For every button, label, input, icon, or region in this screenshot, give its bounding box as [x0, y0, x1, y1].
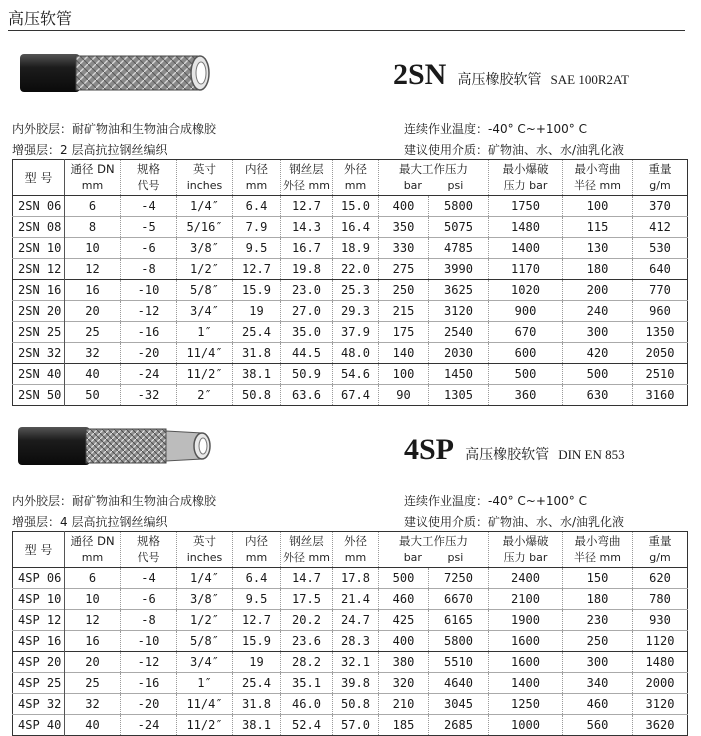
cell-inch: 1/2″	[177, 259, 233, 280]
cell-wp-psi: 7250	[429, 568, 489, 589]
cell-size-code: -4	[121, 568, 177, 589]
table-row	[13, 385, 688, 406]
hose-2sn-image	[16, 48, 212, 98]
cell-inch: 3/4″	[177, 652, 233, 673]
cell-burst: 2100	[489, 589, 563, 610]
cell-size-code: -12	[121, 652, 177, 673]
cell-dn: 16	[65, 280, 121, 301]
table-row	[13, 568, 688, 589]
cell-id: 31.8	[233, 694, 281, 715]
cell-reinf-od: 50.9	[281, 364, 333, 385]
cell-size-code: -12	[121, 301, 177, 322]
cell-reinf-od: 16.7	[281, 238, 333, 259]
cell-wp-bar: 425	[379, 610, 429, 631]
cell-weight: 370	[649, 199, 671, 213]
cell-burst: 2400	[489, 568, 563, 589]
cell-inch: 11/2″	[177, 715, 233, 736]
cell-weight: 1480	[633, 652, 688, 673]
cell-wp-psi: 6165	[429, 610, 489, 631]
cell-od: 29.3	[333, 301, 379, 322]
cell-wp-psi: 3625	[429, 280, 489, 301]
cell-id: 19	[233, 301, 281, 322]
cell-burst: 1020	[489, 280, 563, 301]
cell-wp-bar: 100	[379, 364, 429, 385]
table-row	[13, 610, 688, 631]
cell-reinf-od: 14.3	[281, 217, 333, 238]
cell-weight: 960	[633, 301, 688, 322]
cell-wp-bar: 250	[379, 280, 429, 301]
col-bend: 最小弯曲 半径 mm	[563, 532, 633, 568]
cell-dn: 32	[65, 343, 121, 364]
product-description: 高压橡胶软管	[457, 72, 542, 88]
cell-model: 4SP 32	[13, 694, 65, 715]
cell-wp-bar: 500	[379, 568, 429, 589]
cell-od: 67.4	[333, 385, 379, 406]
col-size-code: 规格 代号	[121, 532, 177, 568]
cell-wp-psi: 3120	[429, 301, 489, 322]
cell-reinf-od: 28.2	[281, 652, 333, 673]
cell-wp-bar: 215	[379, 301, 429, 322]
cell-weight: 3120	[633, 694, 688, 715]
cell-size-code: -8	[121, 259, 177, 280]
cell-inch: 1/2″	[177, 610, 233, 631]
cell-wp-psi: 5800	[429, 196, 489, 217]
col-bend: 最小弯曲 半径 mm	[563, 160, 633, 196]
product-heading-2sn	[393, 58, 629, 92]
cell-size-code: -8	[121, 610, 177, 631]
table-row	[13, 364, 688, 385]
cell-wp-bar: 330	[379, 238, 429, 259]
product-code: 2SN	[393, 58, 447, 91]
cell-model: 4SP 25	[13, 673, 65, 694]
cell-wp-bar: 210	[379, 694, 429, 715]
cell-bend: 250	[563, 631, 633, 652]
cell-bend: 500	[563, 364, 633, 385]
col-id: 内径 mm	[233, 160, 281, 196]
cell-id: 25.4	[233, 673, 281, 694]
cell-wp-bar: 175	[379, 322, 429, 343]
cell-id: 15.9	[233, 280, 281, 301]
cell-model: 2SN 20	[13, 301, 65, 322]
cell-inch: 3/8″	[177, 589, 233, 610]
cell-dn: 25	[65, 673, 121, 694]
cell-wp-psi: 2540	[429, 322, 489, 343]
cell-inch: 1″	[177, 322, 233, 343]
col-working-pressure: 最大工作压力 bar psi	[379, 160, 489, 196]
cell-reinf-od: 27.0	[281, 301, 333, 322]
reinforcement-spec: 增强层：2 层高抗拉钢丝编织	[12, 143, 168, 157]
col-dn: 通径 DN mm	[65, 160, 121, 196]
cell-reinf-od: 46.0	[281, 694, 333, 715]
cell-model: 4SP 06	[13, 568, 65, 589]
col-model: 型 号	[13, 160, 65, 196]
col-size-code: 规格 代号	[121, 160, 177, 196]
cell-burst: 1600	[489, 652, 563, 673]
cell-dn: 8	[65, 217, 121, 238]
cell-od: 18.9	[333, 238, 379, 259]
col-inch: 英寸 inches	[177, 532, 233, 568]
cell-inch: 5/8″	[177, 280, 233, 301]
cell-burst: 1000	[489, 715, 563, 736]
table-row	[13, 196, 688, 217]
cell-inch: 2″	[177, 385, 233, 406]
col-working-pressure: 最大工作压力 bar psi	[379, 532, 489, 568]
cell-dn: 10	[65, 238, 121, 259]
cell-dn: 32	[65, 694, 121, 715]
cell-burst: 900	[489, 301, 563, 322]
table-header-row	[13, 160, 688, 196]
cell-weight: 2000	[633, 673, 688, 694]
cell-wp-psi: 2685	[429, 715, 489, 736]
cell-model: 4SP 16	[13, 631, 65, 652]
cell-dn: 25	[65, 322, 121, 343]
cell-size-code: -24	[121, 715, 177, 736]
cell-wp-bar: 400	[379, 631, 429, 652]
product-description: 高压橡胶软管	[465, 447, 550, 463]
cell-burst: 1250	[489, 694, 563, 715]
media-spec: 建议使用介质：矿物油、水、水/油乳化液	[404, 143, 625, 157]
cell-od: 28.3	[333, 631, 379, 652]
table-row	[13, 652, 688, 673]
cell-model: 2SN 40	[13, 364, 65, 385]
table-row	[13, 673, 688, 694]
cell-model: 2SN 50	[13, 385, 65, 406]
cell-burst: 1400	[489, 238, 563, 259]
cell-id: 12.7	[233, 610, 281, 631]
cell-wp-bar: 350	[379, 217, 429, 238]
cell-reinf-od: 19.8	[281, 259, 333, 280]
cell-size-code: -16	[121, 673, 177, 694]
cell-weight: 2050	[633, 343, 688, 364]
cell-id: 31.8	[233, 343, 281, 364]
temperature-spec: 连续作业温度：-40° C~+100° C	[404, 494, 588, 508]
table-row	[13, 259, 688, 280]
cell-wp-psi: 4785	[429, 238, 489, 259]
cell-reinf-od: 44.5	[281, 343, 333, 364]
cell-model: 2SN 12	[13, 259, 65, 280]
product-standard: SAE 100R2AT	[550, 72, 629, 87]
product-standard: DIN EN 853	[558, 447, 625, 462]
cell-id: 6.4	[233, 568, 281, 589]
cell-od: 17.8	[333, 568, 379, 589]
cell-inch: 1/4″	[177, 568, 233, 589]
temperature-spec: 连续作业温度：-40° C~+100° C	[404, 122, 588, 136]
table-row	[13, 715, 688, 736]
cell-inch: 3/8″	[177, 238, 233, 259]
cell-size-code: -16	[121, 322, 177, 343]
cell-burst: 1900	[489, 610, 563, 631]
spec-table-2sn	[12, 159, 688, 406]
cell-bend: 230	[563, 610, 633, 631]
cell-model: 2SN 32	[13, 343, 65, 364]
cell-size-code: -4	[121, 196, 177, 217]
table-row	[13, 301, 688, 322]
cell-model: 2SN 06	[13, 196, 65, 217]
cell-inch: 5/16″	[177, 217, 233, 238]
cell-wp-bar: 320	[379, 673, 429, 694]
cell-size-code: -32	[121, 385, 177, 406]
cell-reinf-od: 35.1	[281, 673, 333, 694]
cell-model: 2SN 25	[13, 322, 65, 343]
col-dn: 通径 DN mm	[65, 532, 121, 568]
cell-od: 57.0	[333, 715, 379, 736]
cell-dn: 50	[65, 385, 121, 406]
cell-inch: 3/4″	[177, 301, 233, 322]
cell-reinf-od: 17.5	[281, 589, 333, 610]
cell-weight: 530	[633, 238, 688, 259]
cell-od: 48.0	[333, 343, 379, 364]
cell-wp-bar: 400	[379, 196, 429, 217]
cell-burst: 1480	[489, 217, 563, 238]
cell-wp-psi: 4640	[429, 673, 489, 694]
cell-weight: 412	[633, 217, 688, 238]
spec-table-4sp	[12, 531, 688, 736]
cell-dn: 12	[65, 259, 121, 280]
cell-od: 21.4	[333, 589, 379, 610]
cell-weight: 640	[633, 259, 688, 280]
cell-model: 4SP 10	[13, 589, 65, 610]
cell-bend: 240	[563, 301, 633, 322]
cell-od: 16.4	[333, 217, 379, 238]
cell-id: 9.5	[233, 589, 281, 610]
cell-id: 15.9	[233, 631, 281, 652]
cell-wp-psi: 3045	[429, 694, 489, 715]
cell-bend: 630	[563, 385, 633, 406]
table-row	[13, 217, 688, 238]
cell-bend: 150	[563, 568, 633, 589]
cell-inch: 11/2″	[177, 364, 233, 385]
cell-size-code: -6	[121, 238, 177, 259]
cell-weight: 620	[649, 571, 671, 585]
cell-burst: 360	[489, 385, 563, 406]
cell-bend: 115	[563, 217, 633, 238]
col-inch: 英寸 inches	[177, 160, 233, 196]
cell-model: 4SP 40	[13, 715, 65, 736]
cell-weight: 930	[633, 610, 688, 631]
cell-weight: 2510	[633, 364, 688, 385]
cell-id: 6.4	[233, 196, 281, 217]
cell-od: 39.8	[333, 673, 379, 694]
inner-outer-layer-spec: 内外胶层：耐矿物油和生物油合成橡胶	[12, 122, 217, 136]
col-od: 外径 mm	[333, 160, 379, 196]
col-id: 内径 mm	[233, 532, 281, 568]
cell-id: 9.5	[233, 238, 281, 259]
table-body-2sn	[13, 196, 688, 406]
cell-dn: 12	[65, 610, 121, 631]
cell-wp-bar: 185	[379, 715, 429, 736]
cell-reinf-od: 12.7	[281, 196, 333, 217]
reinforcement-spec: 增强层：4 层高抗拉钢丝编织	[12, 515, 168, 529]
cell-reinf-od: 35.0	[281, 322, 333, 343]
cell-wp-bar: 380	[379, 652, 429, 673]
cell-bend: 180	[563, 589, 633, 610]
cell-id: 50.8	[233, 385, 281, 406]
cell-model: 4SP 20	[13, 652, 65, 673]
cell-model: 2SN 08	[13, 217, 65, 238]
cell-size-code: -6	[121, 589, 177, 610]
cell-bend: 200	[563, 280, 633, 301]
cell-weight: 780	[633, 589, 688, 610]
cell-bend: 560	[563, 715, 633, 736]
media-spec: 建议使用介质：矿物油、水、水/油乳化液	[404, 515, 625, 529]
cell-weight: 1120	[633, 631, 688, 652]
cell-burst: 670	[489, 322, 563, 343]
cell-weight: 3620	[633, 715, 688, 736]
hose-4sp-image	[16, 421, 216, 471]
table-row	[13, 280, 688, 301]
col-model: 型 号	[13, 532, 65, 568]
cell-wp-psi: 6670	[429, 589, 489, 610]
cell-dn: 40	[65, 364, 121, 385]
table-row	[13, 694, 688, 715]
cell-id: 19	[233, 652, 281, 673]
cell-inch: 1″	[177, 673, 233, 694]
cell-size-code: -5	[121, 217, 177, 238]
cell-id: 25.4	[233, 322, 281, 343]
cell-od: 32.1	[333, 652, 379, 673]
table-row	[13, 343, 688, 364]
table-row	[13, 238, 688, 259]
cell-weight: 1350	[633, 322, 688, 343]
cell-od: 37.9	[333, 322, 379, 343]
cell-bend: 100	[563, 196, 633, 217]
col-weight: 重量 g/m	[633, 532, 688, 568]
col-burst: 最小爆破 压力 bar	[489, 532, 563, 568]
cell-dn: 6	[65, 196, 121, 217]
cell-burst: 600	[489, 343, 563, 364]
cell-inch: 1/4″	[177, 196, 233, 217]
cell-reinf-od: 23.6	[281, 631, 333, 652]
cell-weight: 3160	[633, 385, 688, 406]
cell-reinf-od: 14.7	[281, 568, 333, 589]
cell-burst: 1750	[489, 196, 563, 217]
col-weight: 重量 g/m	[633, 160, 688, 196]
cell-wp-psi: 5075	[429, 217, 489, 238]
cell-wp-bar: 90	[379, 385, 429, 406]
cell-size-code: -20	[121, 343, 177, 364]
cell-reinf-od: 23.0	[281, 280, 333, 301]
cell-bend: 180	[563, 259, 633, 280]
cell-size-code: -20	[121, 694, 177, 715]
cell-dn: 10	[65, 589, 121, 610]
cell-model: 4SP 12	[13, 610, 65, 631]
cell-dn: 40	[65, 715, 121, 736]
cell-od: 54.6	[333, 364, 379, 385]
product-code: 4SP	[404, 433, 455, 466]
cell-od: 22.0	[333, 259, 379, 280]
cell-dn: 20	[65, 301, 121, 322]
cell-burst: 1400	[489, 673, 563, 694]
col-od: 外径 mm	[333, 532, 379, 568]
cell-dn: 20	[65, 652, 121, 673]
cell-size-code: -10	[121, 280, 177, 301]
cell-wp-psi: 3990	[429, 259, 489, 280]
cell-model: 2SN 10	[13, 238, 65, 259]
table-row	[13, 589, 688, 610]
cell-reinf-od: 20.2	[281, 610, 333, 631]
cell-wp-psi: 5510	[429, 652, 489, 673]
cell-bend: 460	[563, 694, 633, 715]
cell-burst: 1600	[489, 631, 563, 652]
cell-od: 24.7	[333, 610, 379, 631]
cell-od: 15.0	[333, 196, 379, 217]
cell-bend: 420	[563, 343, 633, 364]
cell-id: 12.7	[233, 259, 281, 280]
cell-id: 7.9	[233, 217, 281, 238]
cell-wp-bar: 460	[379, 589, 429, 610]
cell-reinf-od: 52.4	[281, 715, 333, 736]
col-burst: 最小爆破 压力 bar	[489, 160, 563, 196]
cell-wp-psi: 5800	[429, 631, 489, 652]
table-row	[13, 322, 688, 343]
cell-model: 2SN 16	[13, 280, 65, 301]
cell-wp-psi: 2030	[429, 343, 489, 364]
cell-dn: 16	[65, 631, 121, 652]
table-row	[13, 631, 688, 652]
cell-inch: 11/4″	[177, 694, 233, 715]
cell-wp-bar: 140	[379, 343, 429, 364]
cell-wp-bar: 275	[379, 259, 429, 280]
cell-weight: 770	[633, 280, 688, 301]
cell-inch: 11/4″	[177, 343, 233, 364]
cell-inch: 5/8″	[177, 631, 233, 652]
cell-burst: 1170	[489, 259, 563, 280]
inner-outer-layer-spec: 内外胶层：耐矿物油和生物油合成橡胶	[12, 494, 217, 508]
cell-bend: 340	[563, 673, 633, 694]
cell-wp-psi: 1305	[429, 385, 489, 406]
cell-id: 38.1	[233, 364, 281, 385]
cell-od: 25.3	[333, 280, 379, 301]
cell-size-code: -10	[121, 631, 177, 652]
cell-od: 50.8	[333, 694, 379, 715]
page-title: 高压软管	[8, 9, 73, 28]
title-divider	[8, 30, 685, 31]
cell-id: 38.1	[233, 715, 281, 736]
col-reinf-od: 钢丝层 外径 mm	[281, 532, 333, 568]
cell-dn: 6	[65, 568, 121, 589]
cell-burst: 500	[489, 364, 563, 385]
cell-size-code: -24	[121, 364, 177, 385]
col-reinf-od: 钢丝层 外径 mm	[281, 160, 333, 196]
cell-bend: 130	[563, 238, 633, 259]
table-header-row	[13, 532, 688, 568]
product-heading-4sp	[404, 433, 625, 467]
table-body-4sp	[13, 568, 688, 736]
cell-wp-psi: 1450	[429, 364, 489, 385]
cell-bend: 300	[563, 322, 633, 343]
cell-bend: 300	[563, 652, 633, 673]
cell-reinf-od: 63.6	[281, 385, 333, 406]
